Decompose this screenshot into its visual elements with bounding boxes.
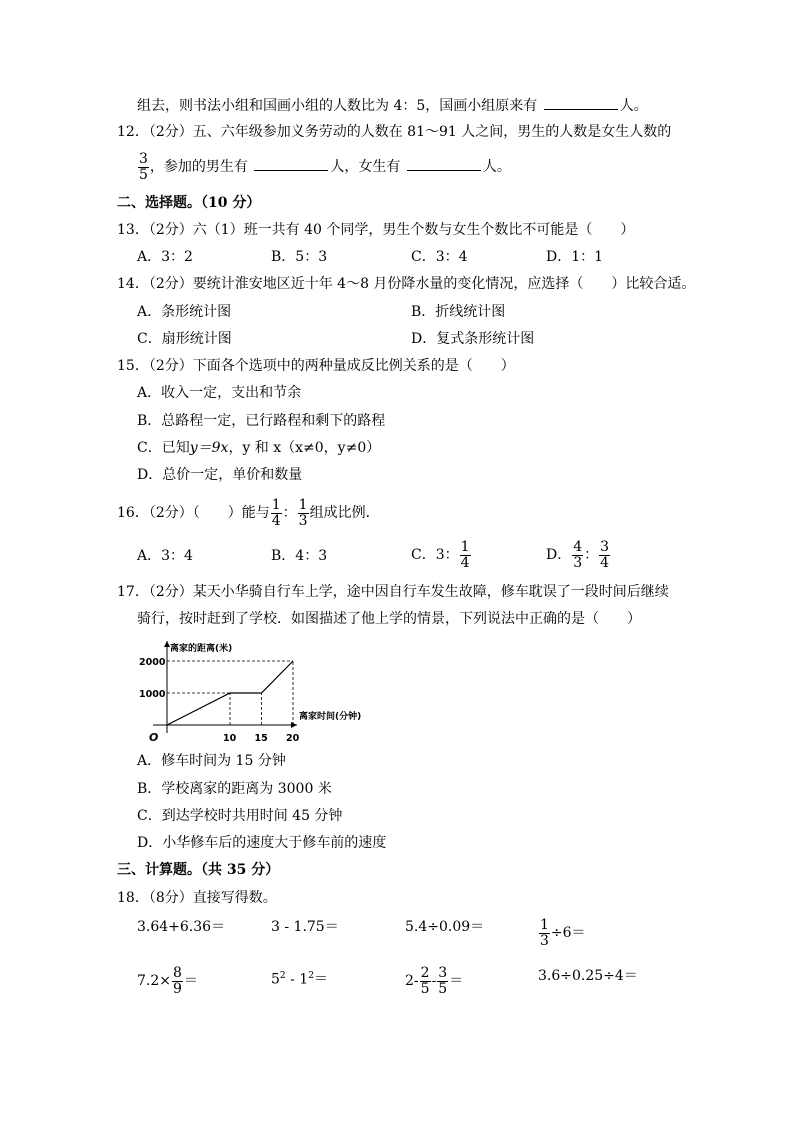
q15-stem: 15．（2分）下面各个选项中的两种量成反比例关系的是（ ） [117,358,515,374]
q17-option-d[interactable]: D．小华修车后的速度大于修车前的速度 [137,835,387,851]
x-tick-label-10: 10 [223,733,237,744]
q18-calc-1: 3.64+6.36＝ [137,919,226,935]
q16-option-c-prefix: C．3： [411,547,459,563]
q18-calc-6-mid: - 1 [285,971,309,988]
q15-option-c-suffix: ，y 和 x（x≠0，y≠0） [228,440,381,456]
q18-stem: 18．（8分）直接写得数。 [117,890,277,906]
q12-boys-blank[interactable] [254,156,328,171]
q15-option-c-equation: y＝9x [189,440,229,456]
q14-option-b[interactable]: B．折线统计图 [411,304,506,320]
q18-calc-7-tail: ＝ [449,973,464,989]
q16-option-d-colon: ： [584,547,599,563]
x-tick-label-20: 20 [286,733,300,744]
q18-calc-6 [271,966,328,990]
q17-option-b[interactable]: B．学校离家的距离为 3000 米 [137,781,332,797]
x-axis-arrow [291,722,297,728]
q12-text-a: ，参加的男生有 [149,159,248,175]
section-3-title: 三、计算题。（共 35 分） [117,862,280,878]
q11-answer-blank[interactable] [544,95,618,110]
q17-line1: 17．（2分）某天小华骑自行车上学，途中因自行车发生故障，修车耽误了一段时间后继续 [117,584,669,600]
q18-calc-6-exp-a: 2 [279,971,286,981]
q18-calc-7-mid: - [431,973,437,989]
q17-distance-time-chart [135,635,375,747]
q18-calc-5-fraction: $\frac{8}{9}$ [173,964,182,997]
q14-option-c[interactable]: C．扇形统计图 [137,331,232,347]
q13-option-b[interactable]: B．5：3 [271,249,328,265]
q15-option-b[interactable]: B．总路程一定，已行路程和剩下的路程 [137,413,386,429]
q16-option-c-fraction: $\frac{1}{4}$ [460,538,470,571]
q14-stem: 14．（2分）要统计淮安地区近十年 4～8 月份降水量的变化情况，应选择（ ）比较合适。 [117,276,696,292]
q18-calc-5-tail: ＝ [183,973,198,989]
q15-option-c-prefix: C．已知 [137,440,190,456]
y-tick-label-1000: 1000 [139,689,166,700]
q18-calc-5 [137,963,198,999]
q16-fraction-1: $\frac{1}{4}$ [271,496,281,529]
q16-option-b[interactable]: B．4：3 [271,548,328,564]
y-tick-label-2000: 2000 [139,657,166,668]
q16-fraction-2: $\frac{1}{3}$ [298,496,308,529]
q16-option-d[interactable] [546,538,611,572]
x-axis-title: 离家时间(分钟) [299,712,362,722]
q13-stem: 13．（2分）六（1）班一共有 40 个同学，男生个数与女生个数比不可能是（ ） [117,222,635,238]
q12-line1: 12．（2分）五、六年级参加义务劳动的人数在 81～91 人之间，男生的人数是女生人数的 [117,124,672,140]
q18-calc-7 [405,963,463,999]
q11-tail-unit: 人。 [619,98,648,114]
distance-series-line [167,661,293,725]
q18-calc-4 [538,915,586,951]
q13-option-d[interactable]: D．1：1 [546,249,604,265]
q18-calc-6-base-a: 5 [271,971,280,988]
origin-label: O [149,731,159,744]
q16-stem-suffix: 组成比例． [309,505,380,521]
q15-option-a[interactable]: A．收入一定，支出和节余 [137,385,302,401]
q13-option-c[interactable]: C．3：4 [411,249,468,265]
q15-option-c[interactable] [137,438,380,458]
q18-calc-6-tail: ＝ [313,971,328,988]
q14-option-a[interactable]: A．条形统计图 [137,304,232,320]
q16-stem [117,496,380,530]
q16-option-d-fraction-1: $\frac{4}{3}$ [573,538,583,571]
q12-text-b: 人，女生有 [330,159,401,175]
y-axis-title: 离家的距离(米) [170,644,233,654]
q16-option-d-fraction-2: $\frac{3}{4}$ [600,538,610,571]
q17-option-a[interactable]: A．修车时间为 15 分钟 [137,753,286,769]
q17-option-c[interactable]: C．到达学校时共用时间 45 分钟 [137,808,343,824]
q18-calc-7-fraction-2: $\frac{3}{5}$ [438,964,448,997]
q18-calc-5-prefix: 7.2× [137,973,171,989]
q12-text-c: 人。 [482,159,511,175]
q18-calc-7-prefix: 2- [405,973,419,989]
section-2-title: 二、选择题。（10 分） [117,195,261,211]
q18-calc-2: 3 - 1.75＝ [271,919,339,935]
x-tick-label-15: 15 [254,733,268,744]
q16-colon: ： [282,505,297,521]
q16-option-d-prefix: D． [546,547,572,563]
q16-option-c[interactable] [411,538,472,572]
q18-calc-7-fraction-1: $\frac{2}{5}$ [420,964,430,997]
q11-tail-text: 组去，则书法小组和国画小组的人数比为 4：5，国画小组原来有 [137,98,538,114]
q16-option-a[interactable]: A．3：4 [137,548,193,564]
q12-girls-blank[interactable] [407,156,481,171]
q12-line2 [137,150,511,184]
q18-calc-4-tail: ÷6＝ [550,925,586,941]
q18-calc-6-exp-b: 2 [308,971,314,981]
q13-option-a[interactable]: A．3：2 [137,249,193,265]
q17-line2: 骑行，按时赶到了学校．如图描述了他上学的情景，下列说法中正确的是（ ） [137,611,641,627]
q12-fraction: $\frac{3}{5}$ [139,150,148,183]
q15-option-d[interactable]: D．总价一定，单价和数量 [137,467,303,483]
q14-option-d[interactable]: D．复式条形统计图 [411,331,535,347]
q18-calc-3: 5.4÷0.09＝ [405,919,485,935]
q16-stem-prefix: 16．（2分）（ ）能与 [117,505,270,521]
q18-calc-4-fraction: $\frac{1}{3}$ [540,916,549,949]
q18-calc-8: 3.6÷0.25÷4＝ [538,968,638,984]
q11-tail-line [137,95,648,116]
